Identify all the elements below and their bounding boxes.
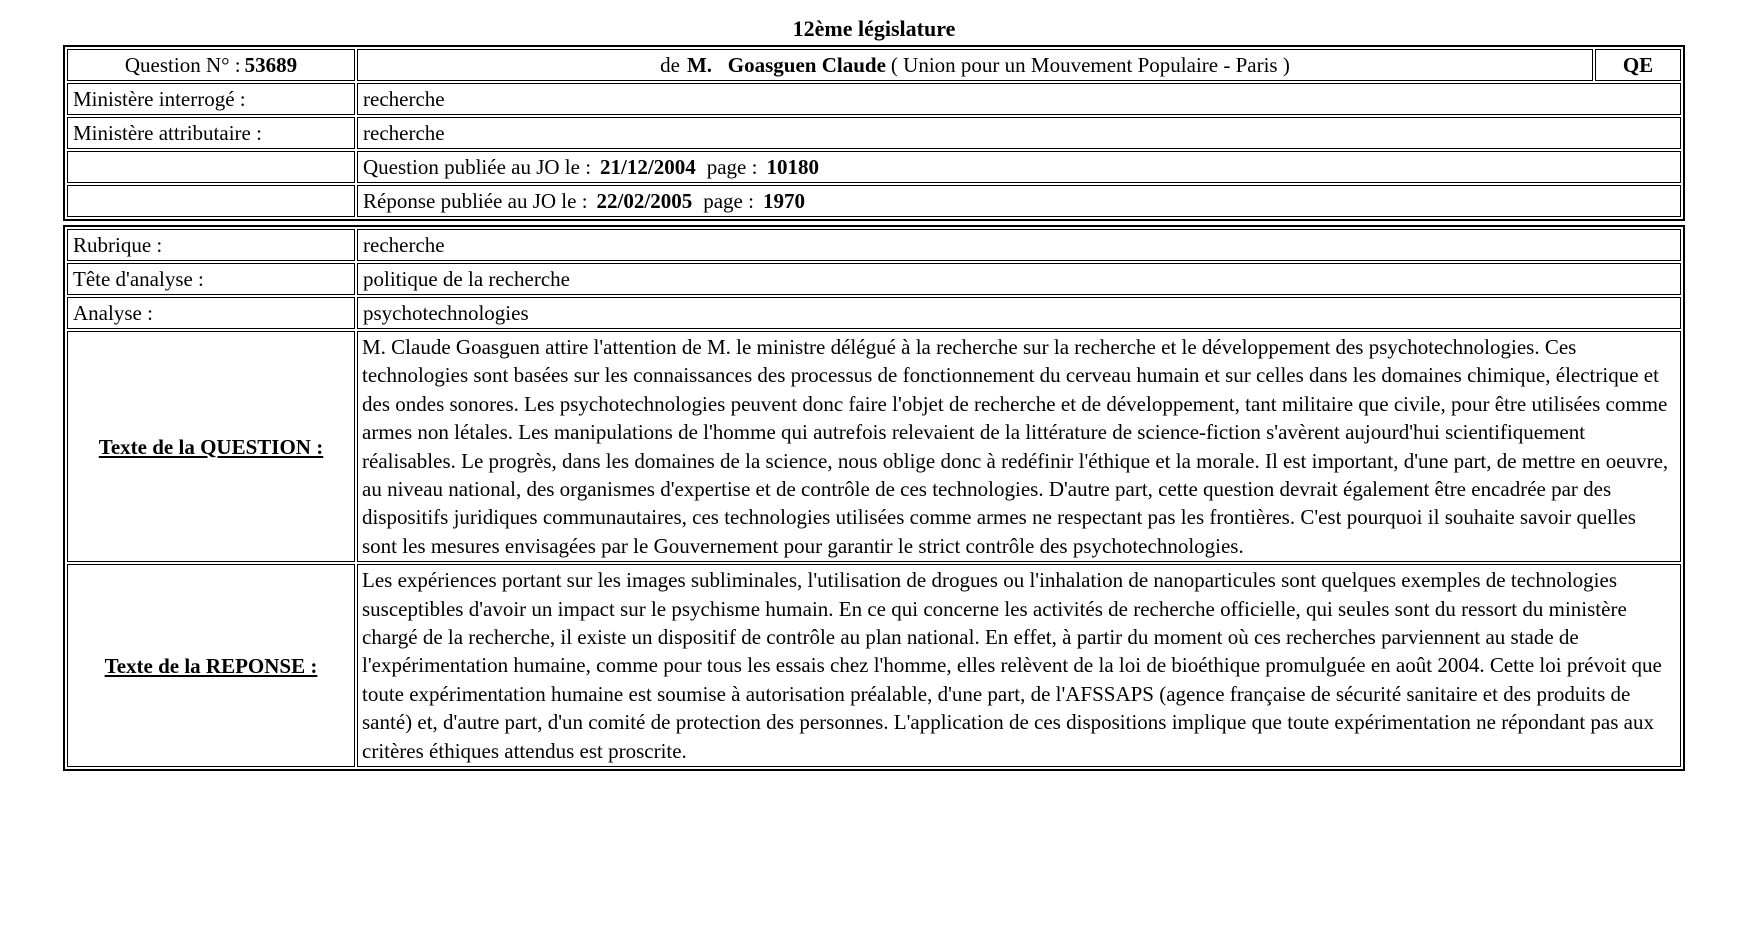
row-label: Analyse :: [67, 297, 355, 329]
table-row-ministere-attributaire: [67, 117, 1681, 149]
question-number-label: Question N° :: [124, 53, 241, 77]
row-label: Ministère attributaire :: [67, 117, 355, 149]
jo-date: 21/12/2004: [600, 155, 696, 179]
question-number-value: 53689: [244, 53, 298, 77]
jo-page-label: page :: [703, 189, 754, 213]
jo-date: 22/02/2005: [596, 189, 693, 213]
table-row-question-text: [67, 331, 1681, 562]
table-row-question-publication: [67, 151, 1681, 183]
row-label: Tête d'analyse :: [67, 263, 355, 295]
jo-page-number: 1970: [762, 189, 805, 213]
table-row-response-text: [67, 564, 1681, 767]
question-number-cell: [67, 49, 355, 81]
response-text: Les expériences portant sur les images subliminales, l'utilisation de drogues ou l'inhalation de nanoparticules sont quelques exemples de technologies susceptibles d'avoir un impact sur le psychisme humain. En ce qui concerne les activités de recherche officielle, qui seules sont du ressort du ministère chargé de la recherche, il existe un dispositif de contrôle au plan national. En effet, à partir du moment où ces recherches parviennent au stade de l'expérimentation humaine, comme pour tous les essais chez l'homme, elles relèvent de la loi de bioéthique promulguée en août 2004. Cette loi prévoit que toute expérimentation humaine est soumise à autorisation préalable, d'une part, de l'AFSSAPS (agence française de sécurité sanitaire et des produits de santé) et, d'autre part, d'un comité de protection des personnes. L'application de ces dispositions implique que toute expérimentation ne répondant pas aux critères éthiques attendus est proscrite.: [357, 564, 1681, 767]
question-type-badge: QE: [1595, 49, 1681, 81]
empty-label-cell: [67, 185, 355, 217]
table-row-question-number: [67, 49, 1681, 81]
row-value: recherche: [357, 229, 1681, 261]
detail-table: [63, 225, 1685, 771]
row-value: politique de la recherche: [357, 263, 1681, 295]
author-prefix: de: [660, 53, 680, 77]
header-table: [63, 45, 1685, 221]
row-value: recherche: [357, 83, 1681, 115]
jo-prefix: Réponse publiée au JO le :: [363, 189, 588, 213]
jo-page-number: 10180: [766, 155, 819, 179]
jo-prefix: Question publiée au JO le :: [363, 155, 592, 179]
response-text-label: Texte de la REPONSE :: [67, 564, 355, 767]
question-text-label: Texte de la QUESTION :: [67, 331, 355, 562]
row-value: psychotechnologies: [357, 297, 1681, 329]
page-title: 12ème législature: [792, 16, 956, 41]
row-label: Ministère interrogé :: [67, 83, 355, 115]
jo-publication-cell: [357, 185, 1681, 217]
table-row-rubrique: [67, 229, 1681, 261]
question-text: M. Claude Goasguen attire l'attention de M. le ministre délégué à la recherche sur la recherche et le développement des psychotechnologies. Ces technologies sont basées sur les connaissances des processus de fonctionnement du cerveau humain et sur celles dans les domaines chimique, électrique et des ondes sonores. Les psychotechnologies peuvent donc faire l'objet de recherche et de développement, tant militaire que civile, pour être utilisées comme armes non létales. Les manipulations de l'homme qui autrefois relevaient de la littérature de science-fiction s'avèrent aujourd'hui scientifiquement réalisables. Le progrès, dans les domaines de la science, nous oblige donc à redéfinir l'éthique et la morale. Il est important, d'une part, de mettre en oeuvre, au niveau national, des organismes d'expertise et de contrôle de ces technologies. D'autre part, cette question devrait également être encadrée par des dispositifs juridiques communautaires, ces technologies utilisées comme armes ne respectant pas les frontières. C'est pourquoi il souhaite savoir quelles sont les mesures envisagées par le Gouvernement pour garantir le strict contrôle des psychotechnologies.: [357, 331, 1681, 562]
author-affiliation: ( Union pour un Mouvement Populaire - Paris ): [890, 53, 1290, 77]
row-label: Rubrique :: [67, 229, 355, 261]
table-row-tete-analyse: [67, 263, 1681, 295]
author-cell: [357, 49, 1593, 81]
jo-page-label: page :: [706, 155, 758, 179]
author-name: M. Goasguen Claude: [686, 53, 886, 77]
table-row-analyse: [67, 297, 1681, 329]
table-row-reponse-publication: [67, 185, 1681, 217]
table-row-ministere-interroge: [67, 83, 1681, 115]
document-page: [63, 16, 1685, 771]
row-value: recherche: [357, 117, 1681, 149]
jo-publication-cell: [357, 151, 1681, 183]
empty-label-cell: [67, 151, 355, 183]
